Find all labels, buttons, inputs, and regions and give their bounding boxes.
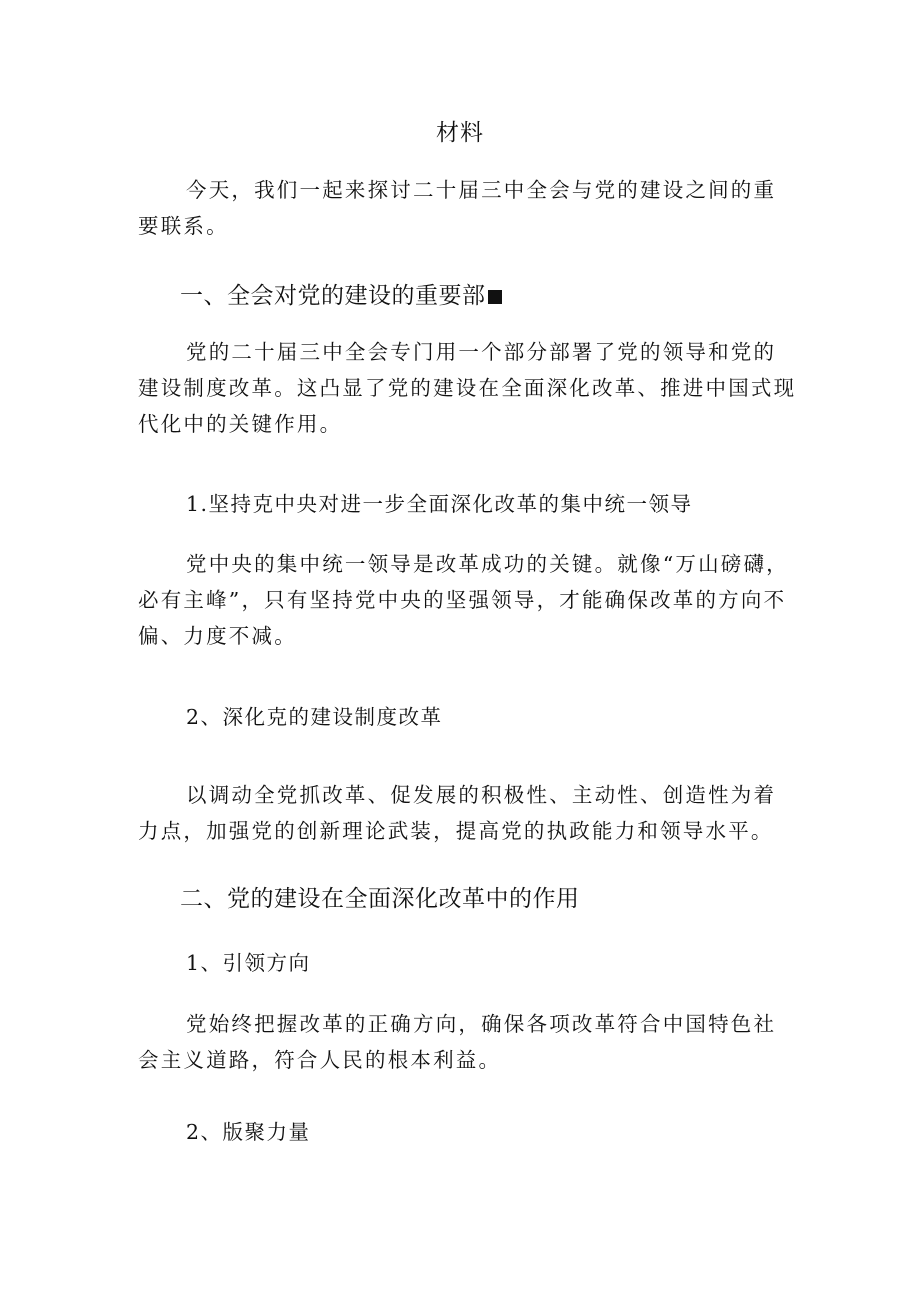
section-1-item-1-title: 1.坚持克中央对进一步全面深化改革的集中统一领导 — [186, 492, 693, 516]
section-1-heading-text: 一、全会对党的建设的重要部 — [180, 283, 486, 309]
section-1-paragraph: 党的二十届三中全会专门用一个部分部署了党的领导和党的建设制度改革。这凸显了党的建设在全面深化改革、推进中国式现代化中的关键作用。 — [138, 340, 797, 436]
document-title: 材料 — [436, 120, 484, 146]
black-square-icon — [488, 290, 502, 304]
section-1-heading — [180, 279, 502, 313]
intro-paragraph: 今天，我们一起来探讨二十届三中全会与党的建设之间的重要联系。 — [138, 178, 777, 238]
section-1-item-2-paragraph: 以调动全党抓改革、促发展的积极性、主动性、创造性为着力点，加强党的创新理论武装，提高党的执政能力和领导水平。 — [138, 783, 777, 843]
section-1-item-2-title: 2、深化克的建设制度改革 — [186, 705, 443, 729]
section-2-item-2-title: 2、版聚力量 — [186, 1120, 311, 1144]
section-2-heading: 二、党的建设在全面深化改革中的作用 — [180, 886, 580, 912]
section-2-item-1-paragraph: 党始终把握改革的正确方向，确保各项改革符合中国特色社会主义道路，符合人民的根本利益。 — [138, 1012, 777, 1072]
section-1-item-1-paragraph: 党中央的集中统一领导是改革成功的关键。就像“万山磅礴，必有主峰”，只有坚持党中央的坚强领导，才能确保改革的方向不偏、力度不减。 — [138, 552, 789, 648]
section-2-item-1-title: 1、引领方向 — [186, 951, 311, 975]
